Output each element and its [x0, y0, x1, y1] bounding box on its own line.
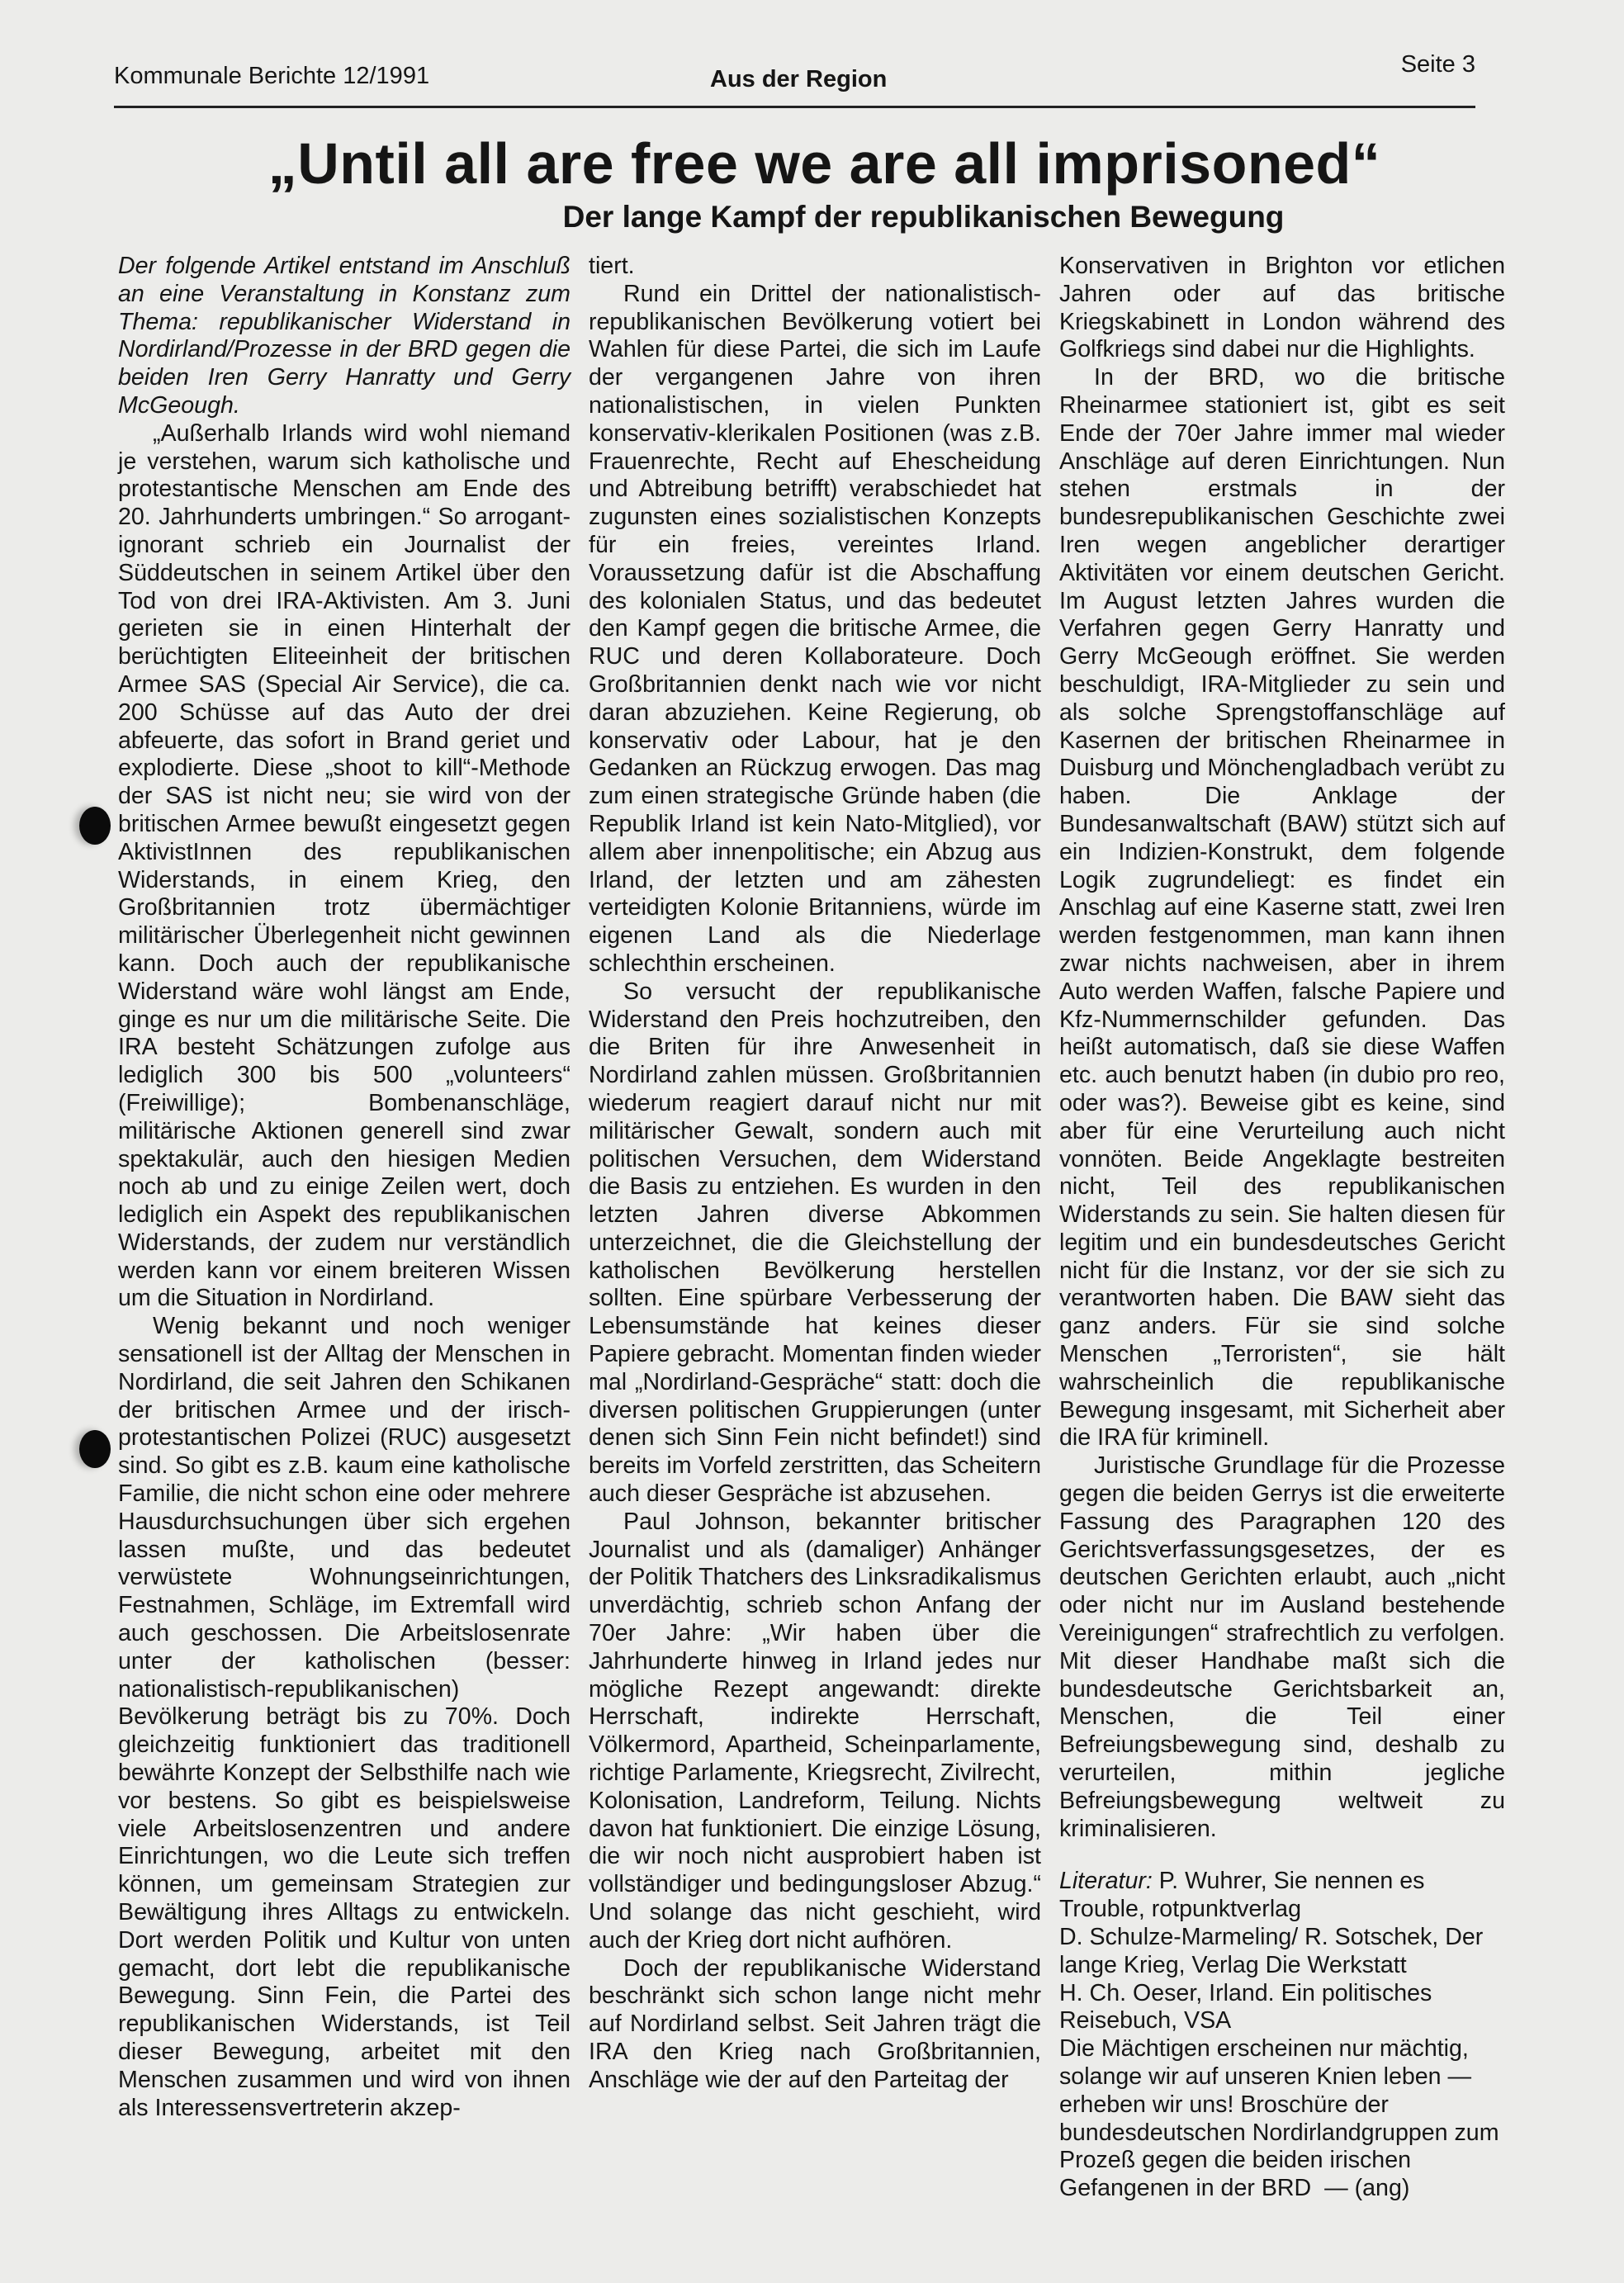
author-signature: — (ang) — [1324, 2175, 1410, 2202]
closing-quote-text: Die Mächtigen erscheinen nur mächtig, solange wir auf unseren Knien leben — erheben wir uns! Broschüre der bundesdeutschen Nordirlandgruppen zum Prozeß gegen die beiden irischen Gefangenen in der BRD — [1059, 2035, 1499, 2202]
closing-quote — [1059, 2035, 1505, 2203]
literature-label: Literatur: — [1059, 1868, 1153, 1895]
page-header — [114, 48, 1475, 108]
literature-item: H. Ch. Oeser, Irland. Ein politisches Reisebuch, VSA — [1059, 1979, 1432, 2034]
body-paragraph: Doch der republikanische Widerstand beschränkt sich schon lange nicht mehr auf Nordirland selbst. Seit Jahren trägt die IRA den Krieg nach Großbritannien, Anschläge wie der auf den Parteitag der — [589, 1954, 1041, 2093]
body-paragraph: „Außerhalb Irlands wird wohl niemand je verstehen, warum sich katholische und protestantische Menschen am Ende des 20. Jahrhunderts umbringen.“ So arrogant-ignorant schrieb ein Journalist der Süddeutschen in seinem Artikel über den Tod von drei IRA-Aktivisten. Am 3. Juni gerieten sie in einen Hinterhalt der berüchtigten Eliteeinheit der britischen Armee SAS (Special Air Service), die ca. 200 Schüsse auf das Auto der drei abfeuerte, das sofort in Brand geriet und explodierte. Diese „shoot to kill“-Methode der SAS ist nicht neu; sie wird von der britischen Armee bewußt eingesetzt gegen AktivistInnen des republikanischen Widerstands, in einem Krieg, den Großbritannien trotz übermächtiger militärischer Überlegenheit nicht gewinnen kann. Doch auch der republikanische Widerstand wäre wohl längst am Ende, ginge es nur um die militärische Seite. Die IRA besteht Schätzungen zufolge aus lediglich 300 bis 500 „volunteers“ (Freiwillige); Bombenanschläge, militärische Aktionen generell sind zwar spektakulär, auch den hiesigen Medien noch ab und zu einige Zeilen wert, doch lediglich ein Aspekt des republikanischen Widerstands, der zudem nur verständlich werden kann vor einem breiteren Wissen um die Situation in Nordirland. — [118, 419, 571, 1312]
publication-name: Kommunale Berichte 12/1991 — [114, 63, 430, 89]
body-paragraph: Rund ein Drittel der nationalistisch-republikanischen Bevölkerung votiert bei Wahlen für diese Partei, die sich im Laufe der vergangenen Jahre von ihren nationalistischen, in vielen Punkten konservativ-klerikalen Positionen (was z.B. Frauenrechte, Recht auf Ehescheidung und Abtreibung betrifft) verabschiedet hat zugunsten eines sozialistischen Konzepts für ein freies, vereintes Irland. Voraussetzung dafür ist die Abschaffung des kolonialen Status, und das bedeutet den Kampf gegen die britische Armee, die RUC und deren Kollaborateure. Doch Großbritannien denkt nach wie vor nicht daran abzuziehen. Keine Regierung, ob konservativ oder Labour, hat je den Gedanken an Rückzug erwogen. Das mag zum einen strategische Gründe haben (die Republik Irland ist kein Nato-Mitglied), vor allem aber innenpolitische; ein Abzug aus Irland, der letzten und am zähesten verteidigten Kolonie Britanniens, würde im eigenen Land als die Niederlage schlechthin erscheinen. — [589, 280, 1041, 977]
body-paragraph-continued: tiert. — [589, 253, 635, 279]
body-paragraph: In der BRD, wo die britische Rheinarmee stationiert ist, gibt es seit Ende der 70er Jahre immer mal wieder Anschläge auf deren Einrichtungen. Nun stehen erstmals in der bundesrepublikanischen Geschichte zwei Iren wegen angeblicher derartiger Aktivitäten vor einem deutschen Gericht. Im August letzten Jahres wurden die Verfahren gegen Gerry Hanratty und Gerry McGeough eröffnet. Sie werden beschuldigt, IRA-Mitglieder zu sein und als solche Sprengstoffanschläge auf Kasernen der britischen Rheinarmee in Duisburg und Mönchengladbach verübt zu haben. Die Anklage der Bundesanwaltschaft (BAW) stützt sich auf ein Indizien-Konstrukt, dem folgende Logik zugrundeliegt: es findet ein Anschlag auf eine Kaserne statt, zwei Iren werden festgenommen, man kann ihnen zwar nichts nachweisen, aber in ihrem Auto werden Waffen, falsche Papiere und Kfz-Nummernschilder gefunden. Das heißt automatisch, daß sie diese Waffen etc. auch benutzt haben (in dubio pro reo, oder was?). Beweise gibt es keine, sind aber für eine Verurteilung auch nicht vonnöten. Beide Angeklagte bestreiten nicht, Teil des republikanischen Widerstands zu sein. Sie halten diesen für legitim und ein bundesdeutsches Gericht nicht für die Instanz, vor der sie sich zu verantworten haben. Die BAW sieht das ganz anders. Für sie sind solche Menschen „Terroristen“, sie hält wahrscheinlich die republikanische Bewegung insgesamt, mit Sicherheit aber die IRA für kriminell. — [1059, 364, 1505, 1452]
article-title: „Until all are free we are all imprisoned“ — [268, 131, 1381, 196]
section-name: Aus der Region — [710, 66, 888, 92]
literature-entry — [1059, 1868, 1505, 1924]
body-paragraph: Juristische Grundlage für die Prozesse gegen die beiden Gerrys ist die erweiterte Fassung des Paragraphen 120 des Gerichtsverfassungsgesetzes, der es deutschen Gerichten erlaubt, auch „nicht oder nicht nur im Ausland bestehende Vereinigungen“ strafrechtlich zu verfolgen. Mit dieser Handhabe maßt sich die bundesdeutsche Gerichtsbarkeit an, Menschen, die Teil einer Befreiungsbewegung sind, deshalb zu verurteilen, mithin jegliche Befreiungsbewegung weltweit zu kriminalisieren. — [1059, 1452, 1505, 1842]
body-paragraph-continued: Konservativen in Brighton vor etlichen Jahren oder auf das britische Kriegskabinett in London während des Golfkriegs sind dabei nur die Highlights. — [1059, 253, 1505, 363]
body-paragraph: Wenig bekannt und noch weniger sensationell ist der Alltag der Menschen in Nordirland, die seit Jahren den Schikanen der britischen Armee und der irisch-protestantischen Polizei (RUC) ausgesetzt sind. So gibt es z.B. kaum eine katholische Familie, die nicht schon eine oder mehrere Hausdurchsuchungen über sich ergehen lassen mußte, und das bedeutet verwüstete Wohnungseinrichtungen, Festnahmen, Schläge, im Extremfall wird auch geschossen. Die Arbeitslosenrate unter der katholischen (besser: nationalistisch-republikanischen) Bevölkerung beträgt bis zu 70%. Doch gleichzeitig funktioniert das traditionell bewährte Konzept der Selbsthilfe nach wie vor bestens. So gibt es beispielsweise viele Arbeitslosenzentren und andere Einrichtungen, wo die Leute sich treffen können, um gemeinsam Strategien zur Bewältigung ihres Alltags zu entwickeln. Dort werden Politik und Kultur von unten gemacht, dort lebt die republikanische Bewegung. Sinn Fein, die Partei des republikanischen Widerstands, ist Teil dieser Bewegung, arbeitet mit den Menschen zusammen und wird von ihnen als Interessensvertreterin akzep- — [118, 1313, 571, 2121]
article-column-1 — [118, 253, 571, 2122]
article-subtitle: Der lange Kampf der republikanischen Bewegung — [562, 200, 1285, 234]
article-column-3 — [1059, 253, 1505, 2203]
body-paragraph: Paul Johnson, bekannter britischer Journalist und als (damaliger) Anhänger der Politik Thatchers des Linksradikalismus unverdächtig, schrieb schon Anfang der 70er Jahre: „Wir haben über die Jahrhunderte hinweg in Irland jedes nur mögliche Rezept angewandt: direkte Herrschaft, indirekte Herrschaft, Völkermord, Apartheid, Scheinparlamente, richtige Parlamente, Kriegsrecht, Zivilrecht, Kolonisation, Landreform, Teilung. Nichts davon hat funktioniert. Die einzige Lösung, die wir noch nicht ausprobiert haben ist vollständiger und bedingungsloser Abzug.“ Und solange das nicht geschieht, wird auch der Krieg dort nicht aufhören. — [589, 1508, 1041, 1954]
article-column-2 — [589, 253, 1041, 2095]
literature-item: D. Schulze-Marmeling/ R. Sotschek, Der lange Krieg, Verlag Die Werkstatt — [1059, 1924, 1484, 1978]
intro-paragraph: Der folgende Artikel entstand im Anschluß an eine Veranstaltung in Konstanz zum Thema: republikanischer Widerstand in Nordirland/Prozesse in der BRD gegen die beiden Iren Gerry Hanratty und Gerry McGeough. — [118, 253, 571, 419]
page-number: Seite 3 — [1400, 51, 1475, 78]
literature-item: P. Wuhrer, Sie nennen es Trouble, rotpunktverlag — [1059, 1868, 1425, 1923]
punch-hole-bottom — [79, 1430, 111, 1468]
punch-hole-top — [79, 807, 111, 845]
body-paragraph: So versucht der republikanische Widerstand den Preis hochzutreiben, den die Briten für ihre Anwesenheit in Nordirland zahlen müssen. Großbritannien wiederum reagiert darauf nicht nur mit militärischer Gewalt, sondern auch mit politischen Versuchen, dem Widerstand die Basis zu entziehen. Es wurden in den letzten Jahren diverse Abkommen unterzeichnet, die die Gleichstellung der katholischen Bevölkerung herstellen sollten. Eine spürbare Verbesserung der Lebensumstände hat keines dieser Papiere gebracht. Momentan finden wieder mal „Nordirland-Gespräche“ statt: doch die diversen politischen Gruppierungen (unter denen sich Sinn Fein nicht befindet!) sind bereits im Vorfeld zerstritten, das Scheitern auch dieser Gespräche ist abzusehen. — [589, 978, 1041, 1508]
